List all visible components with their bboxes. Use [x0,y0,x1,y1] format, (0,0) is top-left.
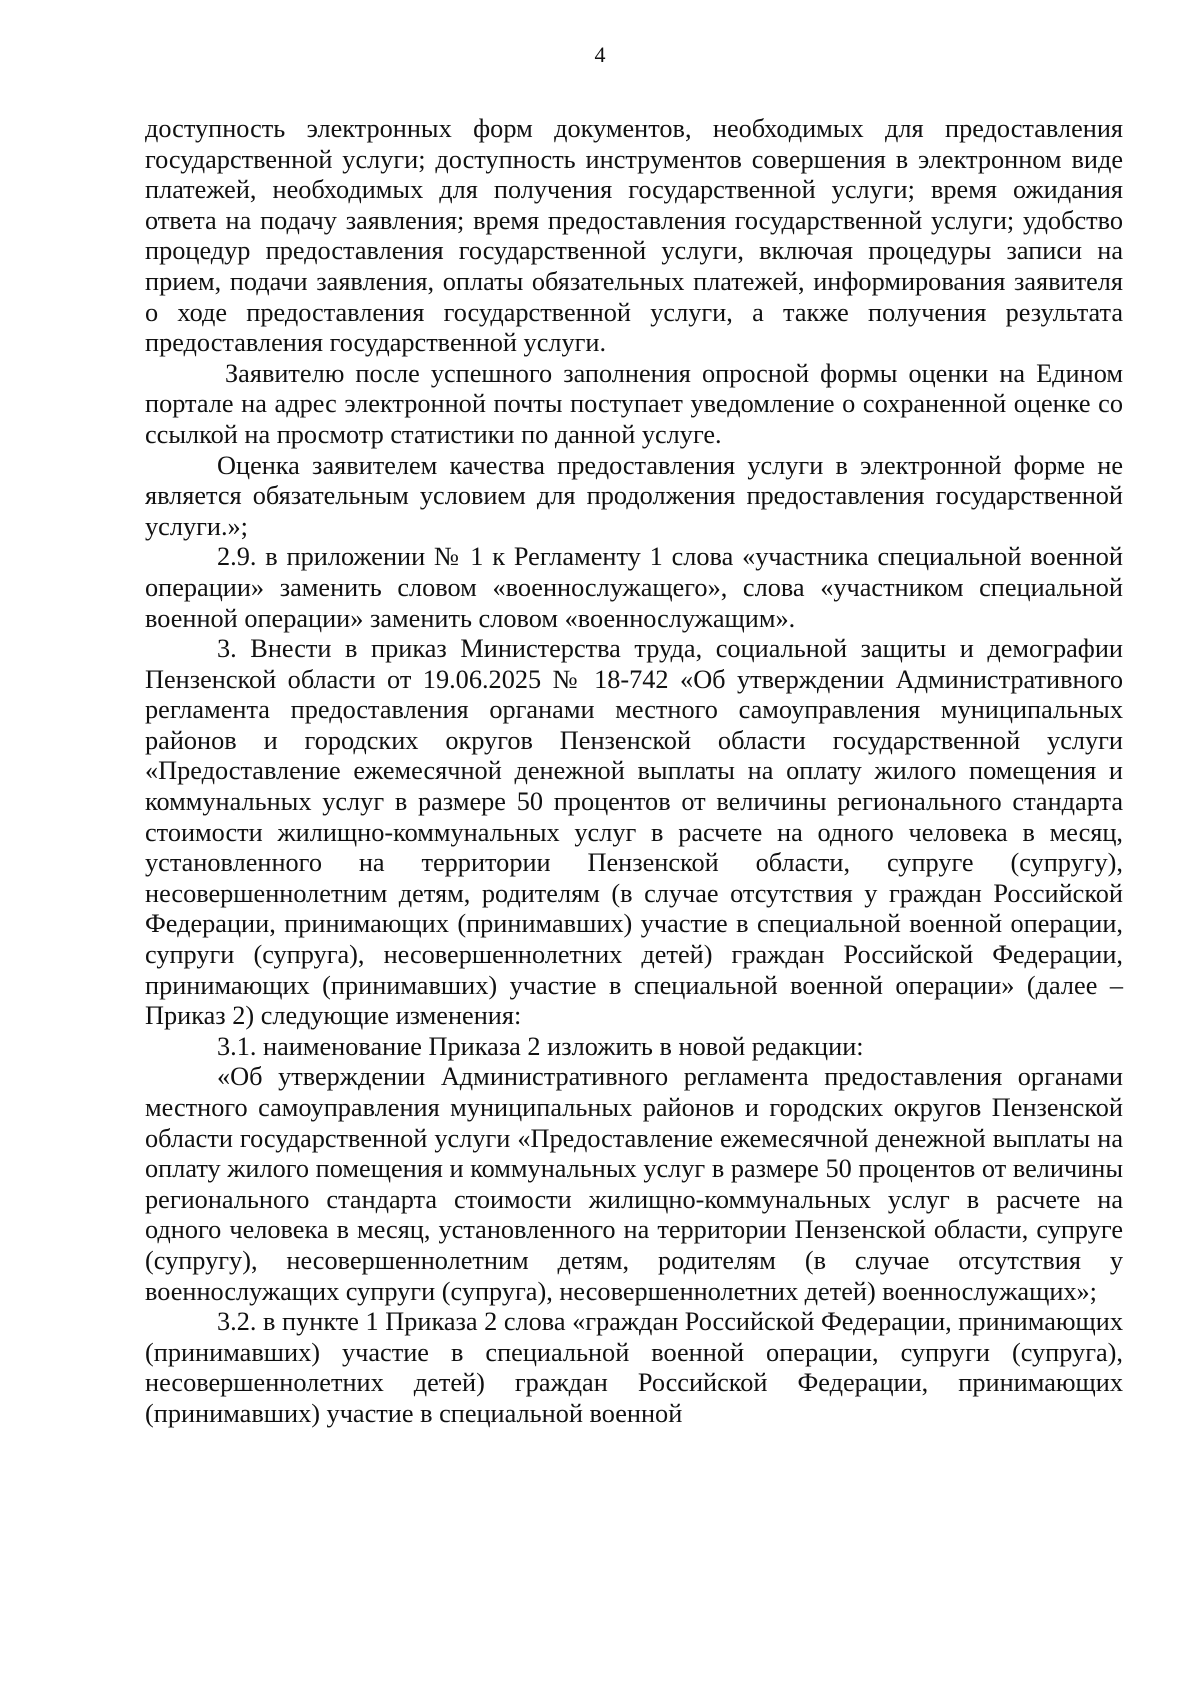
paragraph-4: 2.9. в приложении № 1 к Регламенту 1 слова «участника специальной военной операции» заменить словом «военнослужащего», слова «участником специальной военной операции» заменить словом «военнослужащим». [145,542,1123,633]
paragraph-8: 3.2. в пункте 1 Приказа 2 слова «граждан Российской Федерации, принимающих (принимавших) участие в специальной военной операции, супруги (супруга), несовершеннолетних детей) граждан Российской Федерации, принимающих (принимавших) участие в специальной военной [145,1307,1123,1428]
paragraph-3: Оценка заявителем качества предоставления услуги в электронной форме не является обязательным условием для продолжения предоставления государственной услуги.»; [145,450,1123,541]
document-body [145,114,1123,1430]
page-number: 4 [594,42,606,67]
paragraph-5: 3. Внести в приказ Министерства труда, социальной защиты и демографии Пензенской области от 19.06.2025 № 18-742 «Об утверждении Административного регламента предоставления органами местного самоуправления муниципальных районов и городских округов Пензенской области государственной услуги «Предоставление ежемесячной денежной выплаты на оплату жилого помещения и коммунальных услуг в размере 50 процентов от величины регионального стандарта стоимости жилищно-коммунальных услуг в расчете на одного человека в месяц, установленного на территории Пензенской области, супруге (супругу), несовершеннолетним детям, родителям (в случае отсутствия у граждан Российской Федерации, принимающих (принимавших) участие в специальной военной операции, супруги (супруга), несовершеннолетних детей) граждан Российской Федерации, принимающих (принимавших) участие в специальной военной операции» (далее – Приказ 2) следующие изменения: [145,634,1123,1031]
paragraph-1: доступность электронных форм документов, необходимых для предоставления государственной услуги; доступность инструментов совершения в электронном виде платежей, необходимых для получения государственной услуги; время ожидания ответа на подачу заявления; время предоставления государственной услуги; удобство процедур предоставления государственной услуги, включая процедуры записи на прием, подачи заявления, оплаты обязательных платежей, информирования заявителя о ходе предоставления государственной услуги, а также получения результата предоставления государственной услуги. [145,114,1123,358]
paragraph-2: Заявителю после успешного заполнения опросной формы оценки на Едином портале на адрес электронной почты поступает уведомление о сохраненной оценке со ссылкой на просмотр статистики по данной услуге. [145,358,1123,449]
paragraph-6: 3.1. наименование Приказа 2 изложить в новой редакции: [217,1031,864,1061]
paragraph-7: «Об утверждении Административного регламента предоставления органами местного самоуправления муниципальных районов и городских округов Пензенской области государственной услуги «Предоставление ежемесячной денежной выплаты на оплату жилого помещения и коммунальных услуг в размере 50 процентов от величины регионального стандарта стоимости жилищно-коммунальных услуг в расчете на одного человека в месяц, установленного на территории Пензенской области, супруге (супругу), несовершеннолетним детям, родителям (в случае отсутствия у военнослужащих супруги (супруга), несовершеннолетних детей) военнослужащих»; [145,1062,1123,1306]
